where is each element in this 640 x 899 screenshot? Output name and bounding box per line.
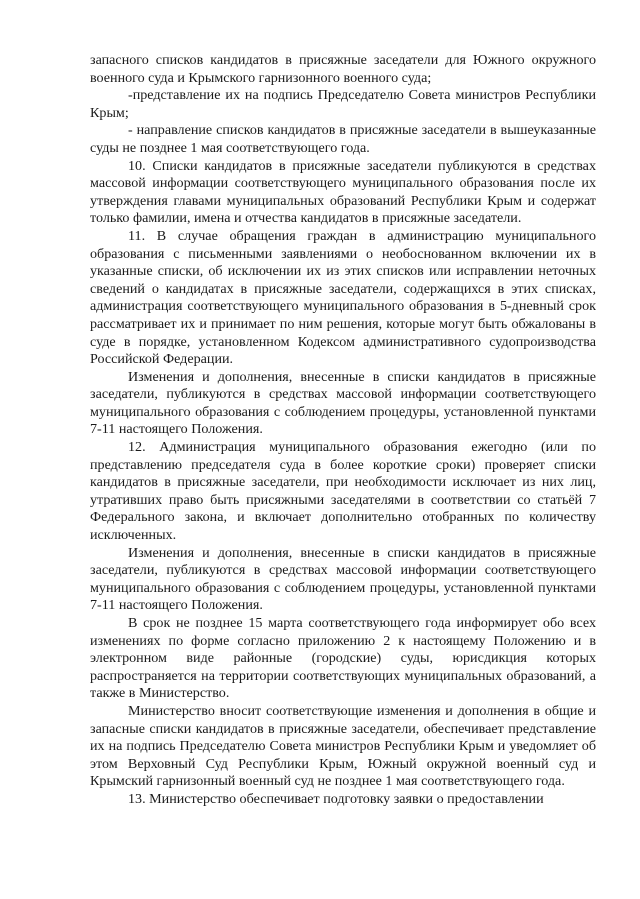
paragraph-deadline-march: В срок не позднее 15 марта соответствующего года информирует обо всех изменениях по форме согласно приложению 2 к настоящему Положению и в электронном виде районные (городские) суды, юрисдикция которых распространяется на территории соответствующих муниципальных образований, а также в Министерство.: [90, 615, 596, 702]
paragraph-list-item-submission: -представление их на подпись Председателю Совета министров Республики Крым;: [90, 87, 596, 121]
paragraph-item-10: 10. Списки кандидатов в присяжные заседатели публикуются в средствах массовой информации соответствующего муниципального образования после их утверждения главами муниципальных образований Республики Крым и содержат только фамилии, имена и отчества кандидатов в присяжные заседатели.: [90, 157, 596, 227]
paragraph-ministry: Министерство вносит соответствующие изменения и дополнения в общие и запасные списки кандидатов в присяжные заседатели, обеспечивает представление их на подпись Председателю Совета министров Республики Крым и уведомляет об этом Верховный Суд Республики Крым, Южный окружной военный суд и Крымский гарнизонный военный суд не позднее 1 мая соответствующего года.: [90, 702, 596, 790]
document-body: [90, 52, 596, 809]
paragraph-item-11: 11. В случае обращения граждан в администрацию муниципального образования с письменными заявлениями о необоснованном включении их в указанные списки, об исключении их из этих списков или исправлении неточных сведений о кандидатах в присяжные заседатели, содержащихся в этих списках, администрация соответствующего муниципального образования в 5-дневный срок рассматривает их и принимает по ним решения, которые могут быть обжалованы в суде в порядке, установленном Кодексом административного судопроизводства Российской Федерации.: [90, 227, 596, 368]
paragraph-continuation: запасного списков кандидатов в присяжные заседатели для Южного окружного военного суда и Крымского гарнизонного военного суда;: [90, 52, 596, 86]
paragraph-changes-1: Изменения и дополнения, внесенные в списки кандидатов в присяжные заседатели, публикуются в средствах массовой информации соответствующего муниципального образования с соблюдением процедуры, установленной пунктами 7-11 настоящего Положения.: [90, 368, 596, 438]
paragraph-list-item-sending: - направление списков кандидатов в присяжные заседатели в вышеуказанные суды не позднее 1 мая соответствующего года.: [90, 122, 596, 156]
paragraph-item-12: 12. Администрация муниципального образования ежегодно (или по представлению председателя суда в более короткие сроки) проверяет списки кандидатов в присяжные заседатели, при необходимости исключает из них лиц, утративших право быть присяжными заседателями в соответствии со статьёй 7 Федерального закона, и включает дополнительно отобранных по количеству исключенных.: [90, 439, 596, 544]
paragraph-item-13: 13. Министерство обеспечивает подготовку заявки о предоставлении: [128, 790, 544, 807]
paragraph-changes-2: Изменения и дополнения, внесенные в списки кандидатов в присяжные заседатели, публикуются в средствах массовой информации соответствующего муниципального образования с соблюдением процедуры, установленной пунктами 7-11 настоящего Положения.: [90, 544, 596, 614]
